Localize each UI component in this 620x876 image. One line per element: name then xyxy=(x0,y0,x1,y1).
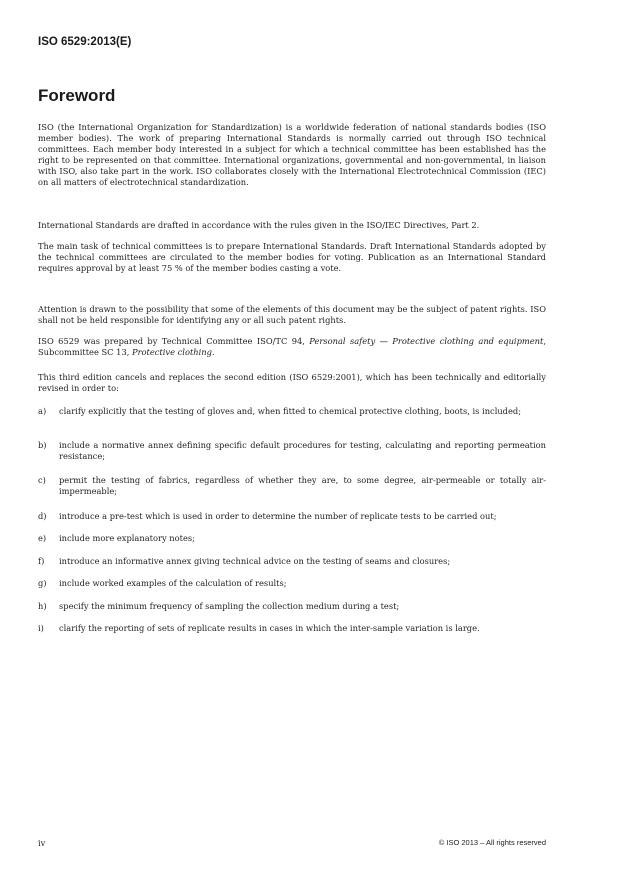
foreword-paragraph-2: International Standards are drafted in accordance with the rules given in the ISO/IEC Directives, Part 2. xyxy=(38,220,480,230)
foreword-paragraph-3: The main task of technical committees is to prepare International Standards. Draft International Standards adopted by the technical committees are circulated to the member bodies for voting. Publication as an International Standard requires approval by at least 75 % of the member bodies casting a vote. xyxy=(38,241,546,273)
subcommittee-title: Protective clothing xyxy=(132,346,212,357)
list-item-text: clarify the reporting of sets of replicate results in cases in which the inter-sample variation is large. xyxy=(59,623,480,633)
document-id-header: ISO 6529:2013(E) xyxy=(38,36,132,48)
page-number: iv xyxy=(38,838,46,848)
list-item-text: introduce an informative annex giving technical advice on the testing of seams and closures; xyxy=(59,556,451,566)
list-item-label: f) xyxy=(38,556,45,566)
list-item-label: e) xyxy=(38,533,47,543)
list-item xyxy=(38,511,546,522)
list-item-label: g) xyxy=(38,578,47,588)
list-item-text: include worked examples of the calculation of results; xyxy=(59,578,287,588)
copyright-notice: © ISO 2013 – All rights reserved xyxy=(438,838,546,847)
foreword-paragraph-4: Attention is drawn to the possibility that some of the elements of this document may be the subject of patent rights. ISO shall not be held responsible for identifying any or all such patent rights. xyxy=(38,304,546,325)
list-item-label: i) xyxy=(38,623,44,633)
list-item-label: c) xyxy=(38,475,46,485)
foreword-paragraph-5 xyxy=(38,336,546,358)
list-item xyxy=(38,623,546,634)
list-item-text: permit the testing of fabrics, regardless of whether they are, to some degree, air-permeable or totally air-impermeable; xyxy=(59,475,546,496)
list-item-label: a) xyxy=(38,406,47,416)
list-item xyxy=(38,578,546,589)
p5-text-3: . xyxy=(211,346,215,357)
list-item-text: clarify explicitly that the testing of gloves and, when fitted to chemical protective clothing, boots, is included; xyxy=(59,406,522,416)
list-item xyxy=(38,556,546,567)
list-item-label: b) xyxy=(38,440,47,450)
list-item xyxy=(38,475,546,497)
page-title: Foreword xyxy=(38,86,116,105)
foreword-paragraph-6: This third edition cancels and replaces the second edition (ISO 6529:2001), which has been technically and editorially revised in order to: xyxy=(38,372,546,393)
list-item-label: d) xyxy=(38,511,47,521)
p5-text-2: , Subcommittee SC 13, xyxy=(38,336,546,357)
list-item-text: include more explanatory notes; xyxy=(59,533,195,543)
p5-text-1: ISO 6529 was prepared by Technical Committee ISO/TC 94, xyxy=(38,336,310,346)
list-item xyxy=(38,440,546,462)
list-item xyxy=(38,533,546,544)
committee-title: Personal safety — Protective clothing and equipment xyxy=(309,336,544,346)
list-item-label: h) xyxy=(38,601,47,611)
list-item-text: specify the minimum frequency of sampling the collection medium during a test; xyxy=(59,601,400,611)
list-item-text: include a normative annex defining specific default procedures for testing, calculating and reporting permeation resistance; xyxy=(59,440,546,461)
list-item xyxy=(38,406,546,417)
list-item-text: introduce a pre-test which is used in order to determine the number of replicate tests to be carried out; xyxy=(59,511,497,521)
foreword-paragraph-1: ISO (the International Organization for Standardization) is a worldwide federation of national standards bodies (ISO member bodies). The work of preparing International Standards is normally carried out through ISO technical committees. Each member body interested in a subject for which a technical committee has been established has the right to be represented on that committee. International organizations, governmental and non-governmental, in liaison with ISO, also take part in the work. ISO collaborates closely with the International Electrotechnical Commission (IEC) on all matters of electrotechnical standardization. xyxy=(38,122,546,187)
list-item xyxy=(38,601,546,612)
